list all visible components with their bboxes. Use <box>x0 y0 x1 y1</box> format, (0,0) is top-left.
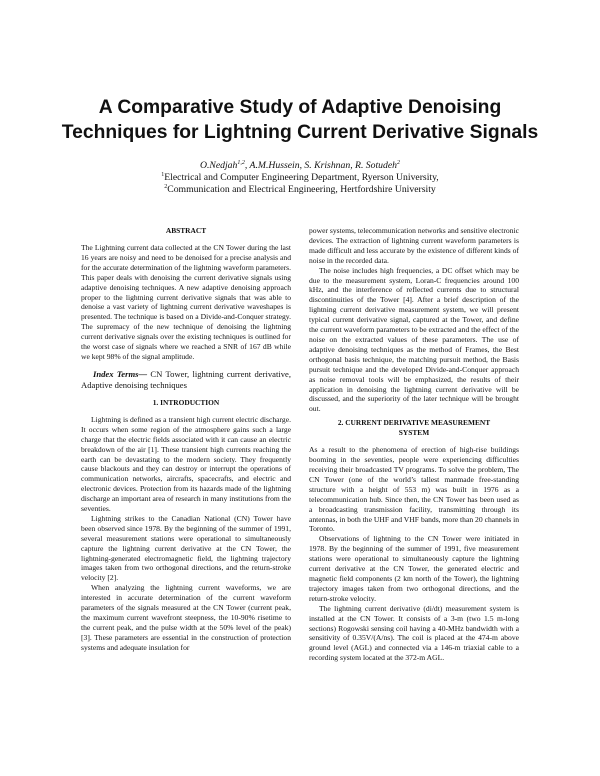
section-2-paragraph-2: Observations of lightning to the CN Tower were initiated in 1978. By the beginning of the summer of 1991, five measurement stations were operational to simultaneously capture the lightning current derivative at the CN Tower, the generated electric and magnetic field components (2 km north of the Tower), the lightning trajectory images taken from two orthogonal directions, and the return-stroke velocity. <box>309 534 519 603</box>
intro-paragraph-1: Lightning is defined as a transient high current electric discharge. It occurs when some region of the atmosphere gains such a large charge that the electric fields associated with it can cause an electric breakdown of the air [1]. These transient high currents reaching the earth can be devastating to the modern society. They frequently cause blackouts and they can destroy or interrupt the operations of communication networks, aircrafts, spacecrafts, and electric and electronic devices. Protection from its hazards made of the lightning discharge an important area of research in many institutions from the seventies. <box>81 414 291 514</box>
abstract-text: The Lightning current data collected at the CN Tower during the last 16 years are noisy and need to be denoised for a precise analysis and for the accurate determination of the lightning waveform parameters. This paper deals with denoising the current derivative signals using adaptive denoising techniques. A new adaptive denoising approach proper to the lightning current derivative signals that was able to denoise a vast variety of lightning current derivative waveshapes is presented. The technique is based on a Divide-and-Conquer strategy. The supremacy of the new technique of denoising the lightning current derivative signals over the existing techniques is outlined for the worst case of signals where we reached a SNR of 167 dB while we kept 98% of the signal amplitude. <box>81 243 291 361</box>
affiliation-2: $^2$Communication and Electrical Engineering, Hertfordshire University <box>164 183 436 195</box>
paper-title <box>0 96 600 145</box>
left-column <box>81 226 291 653</box>
title-line-1: A Comparative Study of Adaptive Denoising <box>98 97 502 118</box>
right-paragraph-1: power systems, telecommunication networks and sensitive electronic devices. The extraction of lightning current waveform parameters is made difficult and less accurate by the existence of different kinds of noise in the recorded data. <box>309 226 519 265</box>
right-column <box>309 226 519 663</box>
intro-paragraph-3: When analyzing the lightning current waveforms, we are interested in accurate determination of the current waveform parameters of the signals measured at the CN Tower (current peak, the maximum current wavefront steepness, the 10-90% risetime to the current peak, and the pulse width at the 50% level of the peak) [3]. These parameters are essential in the construction of protection systems and adequate insulation for <box>81 583 291 652</box>
affiliation-1: $^1$Electrical and Computer Engineering Department, Ryerson University, <box>161 171 439 183</box>
introduction-heading: 1. INTRODUCTION <box>152 397 220 407</box>
abstract-heading: ABSTRACT <box>165 226 207 235</box>
author-block <box>0 160 600 196</box>
section-2-paragraph-1: As a result to the phenomena of erection of high-rise buildings booming in the seventies, people were experiencing difficulties receiving their broadcasted TV programs. To solve the problem, The CN Tower (one of the world’s tallest manmade free-standing structure with a height of 553 m) was built in 1976 as a telecommunication hub. Since then, the CN Tower has been used as a broadcasting transmission facility, transmitting through its antennas, in both the UHF and VHF bands, more than 20 channels in Toronto. <box>309 445 519 534</box>
right-paragraph-2: The noise includes high frequencies, a DC offset which may be due to the measurement system, Loran-C frequencies around 100 kHz, and the interference of reflected currents due to structural discontinuities of the Tower [4]. After a brief description of the lightning current derivative measurement system, we will present typical current derivative signal, captured at the Tower, and define the current waveform parameters to be extracted and the effect of the noise on the extracted values of these parameters. The use of adaptive denoising techniques as the method of Frames, the Best orthogonal basis technique, the matching pursuit method, the Basis pursuit technique and the developed Divide-and-Conquer approach as noise removal tools will be emphasized, the results of their application in denoising the lightning current derivative will be discussed, and the superiority of the later technique will be brought out. <box>309 265 519 414</box>
section-2-paragraph-3: The lightning current derivative (di/dt) measurement system is installed at the CN Tower. It consists of a 3-m (two 1.5 m-long sections) Rogowski sensing coil having a 40-MHz bandwidth with a sensitivity of 0.35V/(A/ns). The coil is placed at the 474-m above ground level (AGL) and connected via a 146-m triaxial cable to a recording system located at the 372-m AGL. <box>309 603 519 663</box>
author-names: O.Nedjah$^{1,2}$, A.M.Hussein, S. Krishnan, R. Sotudeh$^2$ <box>199 159 401 171</box>
intro-paragraph-2: Lightning strikes to the Canadian National (CN) Tower have been observed since 1978. By the beginning of the summer of 1991, several measurement stations were operational to simultaneously capture the lightning current derivative at the CN Tower, the lightning-generated electromagnetic field, the lightning trajectory images taken from two orthogonal directions, and the return-stroke velocity [2]. <box>81 513 291 583</box>
index-terms: Index Terms— CN Tower, lightning current derivative, Adaptive denoising techniques <box>81 368 291 390</box>
title-line-2: Techniques for Lightning Current Derivative Signals <box>61 121 539 143</box>
section-2-heading: 2. CURRENT DERIVATIVE MEASUREMENT SYSTEM <box>337 418 491 438</box>
